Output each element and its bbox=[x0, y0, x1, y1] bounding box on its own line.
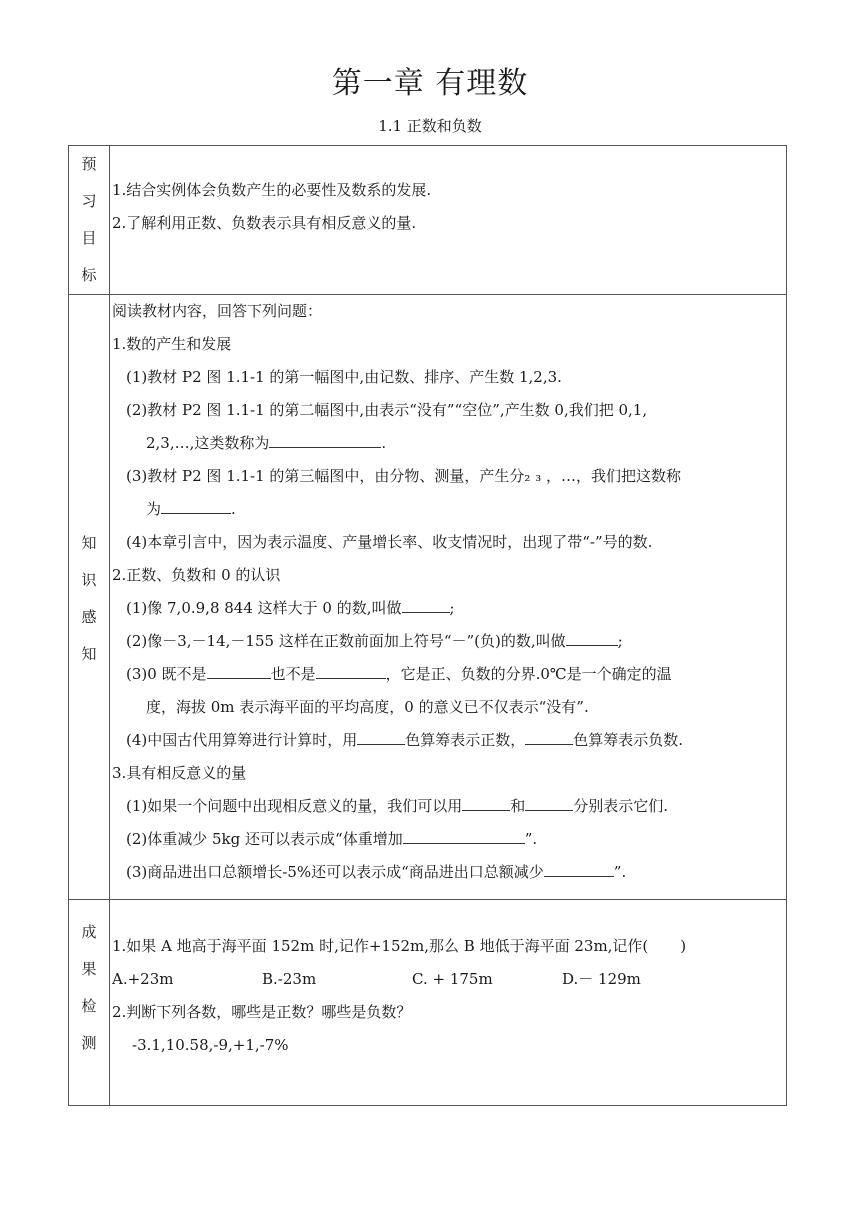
item-1-1: (1)教材 P2 图 1.1-1 的第一幅图中,由记数、排序、产生数 1,2,3. bbox=[126, 368, 562, 386]
choice-a[interactable]: A.+23m bbox=[112, 970, 174, 988]
answer-blank[interactable] bbox=[566, 630, 618, 646]
label-char: 测 bbox=[81, 1034, 97, 1052]
goal-line: 2.了解利用正数、负数表示具有相反意义的量. bbox=[112, 214, 417, 232]
label-preview-goals bbox=[69, 146, 110, 295]
answer-blank[interactable] bbox=[161, 498, 231, 514]
label-char: 果 bbox=[81, 960, 97, 978]
row-knowledge bbox=[69, 295, 787, 900]
item-2-4: (4)中国古代用算筹进行计算时，用 色算筹表示正数， 色算筹表示负数. bbox=[126, 731, 684, 749]
intro-text: 阅读教材内容，回答下列问题： bbox=[112, 302, 323, 320]
choice-c[interactable]: C. + 175m bbox=[412, 970, 493, 988]
answer-blank[interactable] bbox=[402, 597, 450, 613]
choice-b[interactable]: B.-23m bbox=[262, 970, 317, 988]
heading-3: 3.具有相反意义的量 bbox=[112, 764, 247, 782]
label-char: 检 bbox=[81, 997, 97, 1015]
row-preview-goals bbox=[69, 146, 787, 295]
answer-blank[interactable] bbox=[357, 729, 405, 745]
question-2-numbers: -3.1,10.58,-9,+1,-7% bbox=[132, 1036, 289, 1054]
item-3-1: (1)如果一个问题中出现相反意义的量，我们可以用 和 分别表示它们. bbox=[126, 797, 669, 815]
item-2-3: (3)0 既不是 也不是 ，它是正、负数的分界.0℃是一个确定的温 bbox=[126, 665, 672, 683]
label-char: 预 bbox=[81, 155, 97, 173]
item-1-2b: 2,3,…,这类数称为 . bbox=[146, 434, 387, 452]
label-char: 标 bbox=[81, 266, 97, 284]
answer-blank[interactable] bbox=[316, 663, 386, 679]
question-2: 2.判断下列各数，哪些是正数？哪些是负数？ bbox=[112, 1003, 412, 1021]
assessment-content bbox=[110, 900, 787, 1106]
item-1-4: (4)本章引言中，因为表示温度、产量增长率、收支情况时，出现了带“-”号的数. bbox=[126, 533, 653, 551]
preview-goals-content bbox=[110, 146, 787, 295]
row-assessment bbox=[69, 900, 787, 1106]
question-1: 1.如果 A 地高于海平面 152m 时,记作+152m,那么 B 地低于海平面 23m,记作( ) bbox=[112, 937, 687, 955]
item-3-2: (2)体重减少 5kg 还可以表示成“体重增加 ”. bbox=[126, 830, 538, 848]
label-char: 成 bbox=[81, 923, 97, 941]
answer-blank[interactable] bbox=[544, 861, 614, 877]
item-1-2a: (2)教材 P2 图 1.1-1 的第二幅图中,由表示“没有”“空位”,产生数 0,我们把 0,1, bbox=[126, 401, 648, 419]
chapter-title: 第一章 有理数 bbox=[331, 66, 529, 101]
label-knowledge bbox=[69, 295, 110, 900]
answer-blank[interactable] bbox=[269, 432, 381, 448]
worksheet-table bbox=[68, 145, 787, 1106]
item-3-3: (3)商品进出口总额增长-5%还可以表示成“商品进出口总额减少 ”. bbox=[126, 863, 627, 881]
item-2-2: (2)像－3,－14,－155 这样在正数前面加上符号“－”(负)的数,叫做 ; bbox=[126, 632, 623, 650]
item-1-3b: 为 . bbox=[146, 500, 236, 518]
goal-line: 1.结合实例体会负数产生的必要性及数系的发展. bbox=[112, 181, 432, 199]
label-char: 目 bbox=[81, 229, 97, 247]
label-char: 知 bbox=[81, 645, 97, 663]
section-subtitle: 1.1 正数和负数 bbox=[378, 117, 482, 135]
heading-2: 2.正数、负数和 0 的认识 bbox=[112, 566, 281, 584]
answer-blank[interactable] bbox=[525, 795, 573, 811]
label-char: 感 bbox=[81, 608, 97, 626]
item-2-1: (1)像 7,0.9,8 844 这样大于 0 的数,叫做 ; bbox=[126, 599, 455, 617]
answer-blank[interactable] bbox=[462, 795, 510, 811]
label-char: 识 bbox=[81, 571, 97, 589]
choice-row bbox=[110, 963, 712, 996]
answer-blank[interactable] bbox=[207, 663, 271, 679]
label-assessment bbox=[69, 900, 110, 1106]
heading-1: 1.数的产生和发展 bbox=[112, 335, 232, 353]
item-2-3d: 度，海拔 0m 表示海平面的平均高度，0 的意义已不仅表示“没有”. bbox=[146, 698, 589, 716]
knowledge-content bbox=[110, 295, 787, 900]
label-char: 习 bbox=[81, 192, 97, 210]
answer-blank[interactable] bbox=[525, 729, 573, 745]
item-1-3a: (3)教材 P2 图 1.1-1 的第三幅图中，由分物、测量，产生分₂ ₃ ，…，我们把这数称 bbox=[126, 467, 681, 485]
label-char: 知 bbox=[81, 534, 97, 552]
choice-d[interactable]: D.－ 129m bbox=[562, 970, 641, 988]
answer-blank[interactable] bbox=[403, 828, 525, 844]
